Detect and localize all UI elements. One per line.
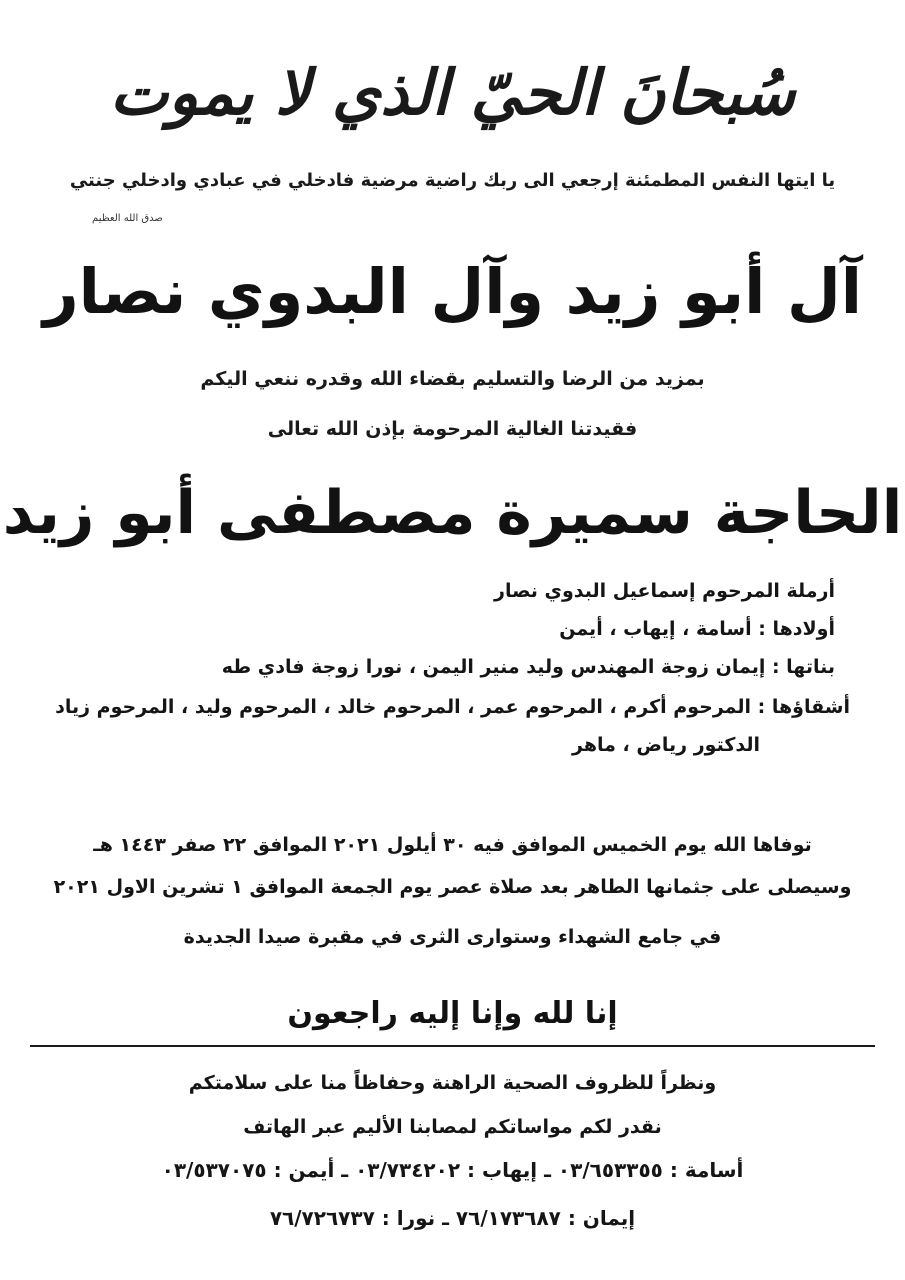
relative-daughters: بناتها : إيمان زوجة المهندس وليد منير اليمن ، نورا زوجة فادي طه	[221, 656, 835, 678]
intro-line-1: بمزيد من الرضا والتسليم بقضاء الله وقدره ننعي اليكم	[200, 368, 705, 390]
covid-notice-line-1: ونظراً للظروف الصحية الراهنة وحفاظاً منا على سلامتكم	[188, 1072, 717, 1094]
calligraphy-heading: سُبحانَ الحيّ الذي لا يموت	[109, 56, 796, 129]
covid-notice-line-2: نقدر لكم مواساتكم لمصابنا الأليم عبر الهاتف	[243, 1116, 662, 1138]
quran-verse: يا ايتها النفس المطمئنة إرجعي الى ربك راضية مرضية فادخلي في عبادي وادخلي جنتي	[69, 170, 836, 191]
closing-phrase: إنا لله وإنا إليه راجعون	[287, 996, 618, 1031]
relative-sons: أولادها : أسامة ، إيهاب ، أيمن	[559, 618, 835, 640]
relative-widow: أرملة المرحوم إسماعيل البدوي نصار	[494, 580, 835, 602]
relative-brothers-line-2: الدكتور رياض ، ماهر	[572, 734, 760, 756]
families-title: آل أبو زيد وآل البدوي نصار	[42, 255, 863, 328]
funeral-prayer-line: وسيصلى على جثمانها الطاهر بعد صلاة عصر يوم الجمعة الموافق ١ تشرين الاول ٢٠٢١	[53, 876, 852, 898]
intro-line-2: فقيدتنا الغالية المرحومة بإذن الله تعالى	[267, 418, 638, 440]
burial-line: في جامع الشهداء وستوارى الثرى في مقبرة صيدا الجديدة	[183, 926, 722, 948]
divider-line	[30, 1045, 875, 1047]
phones-line-2: إيمان : ٧٦/١٧٣٦٨٧ ـ نورا : ٧٦/٧٢٦٧٣٧	[269, 1206, 636, 1230]
verse-attribution: صدق الله العظيم	[92, 213, 163, 224]
death-date-line: توفاها الله يوم الخميس الموافق فيه ٣٠ أيلول ٢٠٢١ الموافق ٢٢ صفر ١٤٤٣ هـ	[93, 834, 812, 856]
phones-line-1: أسامة : ٠٣/٦٥٣٣٥٥ ـ إيهاب : ٠٣/٧٣٤٢٠٢ ـ أيمن : ٠٣/٥٣٧٠٧٥	[161, 1158, 744, 1182]
deceased-name: الحاجة سميرة مصطفى أبو زيد	[2, 478, 903, 548]
relative-brothers-line-1: أشقاؤها : المرحوم أكرم ، المرحوم عمر ، المرحوم خالد ، المرحوم وليد ، المرحوم زياد	[55, 696, 850, 718]
